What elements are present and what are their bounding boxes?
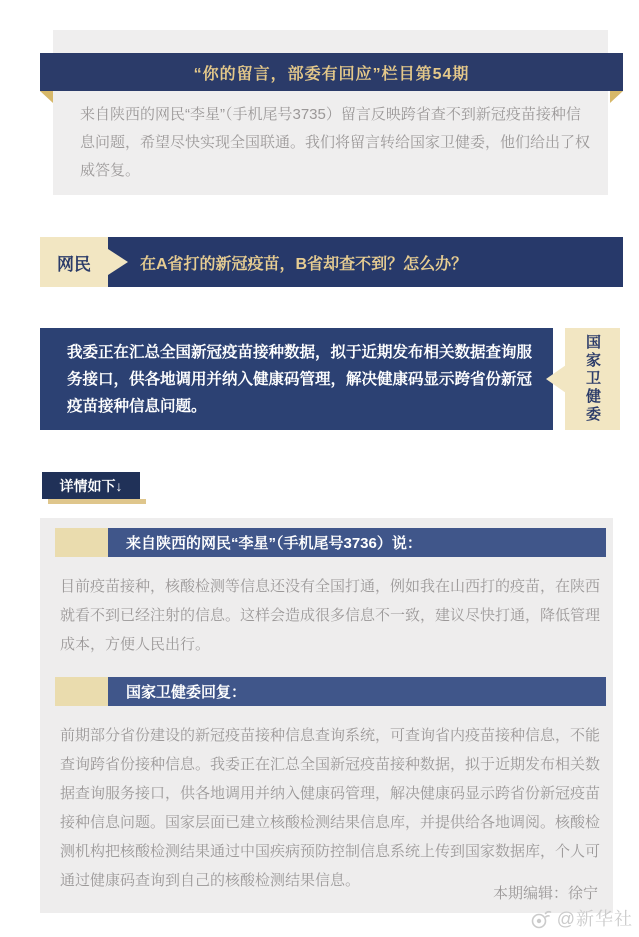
watermark — [529, 905, 633, 931]
answer-block: 我委正在汇总全国新冠疫苗接种数据，拟于近期发布相关数据查询服务接口，供各地调用并纳入健康码管理，解决健康码显示跨省份新冠疫苗接种信息问题。 — [40, 328, 553, 430]
reply-header-text: 国家卫健委回复： — [126, 684, 247, 701]
reply-header-accent — [55, 677, 108, 706]
details-badge: 详情如下↓ — [42, 472, 140, 499]
column-title: “你的留言，部委有回应”栏目第54期 — [193, 65, 470, 83]
reply-body: 前期部分省份建设的新冠疫苗接种信息查询系统，可查询省内疫苗接种信息，不能查询跨省份接种信息。我委正在汇总全国新冠疫苗接种数据，拟于近期发布相关数据查询服务接口，供各地调用并纳入健康码管理，解决健康码显示跨省份新冠疫苗接种信息问题。国家层面已建立核酸检测结果信息库，并提供给各地调阅。核酸检测机构把核酸检测结果通过中国疾病预防控制信息系统上传到国家数据库，个人可通过健康码查询到自己的核酸检测结果信息。 — [60, 727, 601, 889]
message-header-text: 来自陕西的网民“李星”（手机尾号3736）说： — [126, 535, 422, 552]
agency-label: 国家卫健委 — [565, 328, 620, 430]
message-header-accent — [55, 528, 108, 557]
editor-credit: 本期编辑：徐宁 — [492, 885, 598, 902]
weibo-icon — [529, 906, 553, 930]
message-header-bar — [108, 528, 606, 557]
banner-fold-left — [40, 91, 53, 103]
column-title-banner — [40, 53, 623, 91]
details-badge-underline — [48, 499, 146, 504]
reply-header-bar — [108, 677, 606, 706]
watermark-handle: @新华社 — [556, 909, 633, 929]
question-bar — [108, 237, 623, 287]
detail-card — [40, 518, 613, 913]
netizen-label: 网民 — [40, 237, 108, 287]
intro-paragraph: 来自陕西的网民“李星”（手机尾号3735）留言反映跨省查不到新冠疫苗接种信息问题，希望尽快实现全国联通。我们将留言转给国家卫健委，他们给出了权威答复。 — [80, 106, 591, 179]
message-body: 目前疫苗接种，核酸检测等信息还没有全国打通，例如我在山西打的疫苗，在陕西就看不到已经注射的信息。这样会造成很多信息不一致，建议尽快打通，降低管理成本，方便人民出行。 — [60, 578, 601, 653]
banner-fold-right — [610, 91, 623, 103]
question-text: 在A省打的新冠疫苗，B省却查不到？怎么办？ — [140, 255, 468, 273]
